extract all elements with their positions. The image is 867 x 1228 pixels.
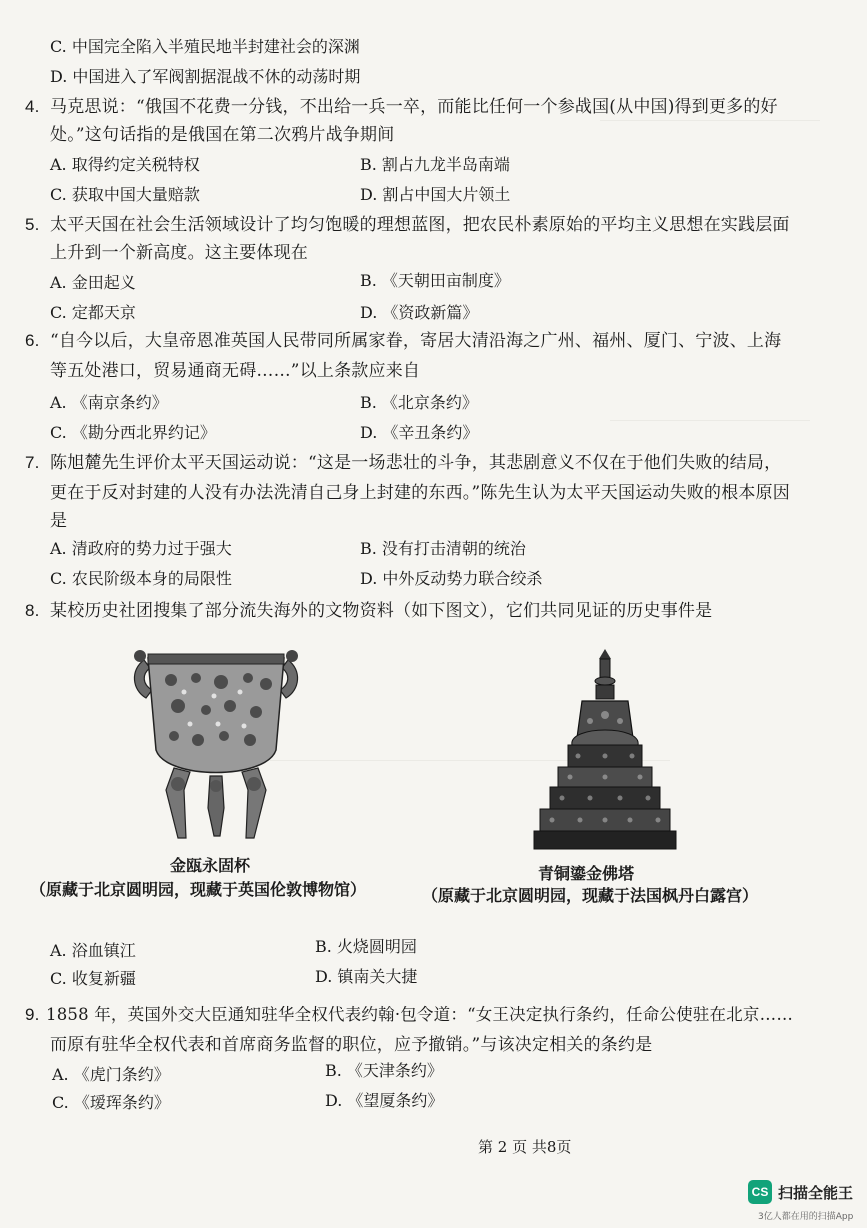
q7-stem-line3: 是	[50, 511, 68, 531]
q6-number: 6.	[25, 331, 40, 350]
q8-option-d: D. 镇南关大捷	[315, 967, 418, 986]
q5-option-d: D. 《资政新篇》	[360, 303, 479, 322]
bleed-through-mark	[610, 420, 810, 421]
q5-number: 5.	[25, 215, 40, 234]
q6-option-d: D. 《辛丑条约》	[360, 423, 479, 442]
golden-cup-image	[126, 640, 306, 850]
q7-option-d: D. 中外反动势力联合绞杀	[360, 569, 543, 588]
q5-option-b: B. 《天朝田亩制度》	[360, 271, 510, 290]
q6-option-b: B. 《北京条约》	[360, 393, 478, 412]
q9-stem-line2: 而原有驻华全权代表和首席商务监督的职位，应予撤销。”与该决定相关的条约是	[50, 1035, 653, 1055]
q6-option-a: A. 《南京条约》	[50, 393, 168, 412]
bronze-pagoda-image	[530, 645, 680, 855]
q7-option-c: C. 农民阶级本身的局限性	[50, 569, 232, 588]
q7-option-a: A. 清政府的势力过于强大	[50, 539, 232, 558]
q4-option-b: B. 割占九龙半岛南端	[360, 155, 510, 174]
q3-option-d: D. 中国进入了军阀割据混战不休的动荡时期	[50, 67, 361, 86]
fig2-title: 青铜鎏金佛塔	[538, 864, 635, 883]
fig1-note: （原藏于北京圆明园，现藏于英国伦敦博物馆）	[30, 880, 367, 899]
badge-title: 扫描全能王	[778, 1183, 854, 1202]
q5-option-c: C. 定都天京	[50, 303, 136, 322]
badge-subtitle: 3亿人都在用的扫描App	[758, 1212, 854, 1222]
bleed-through-mark	[600, 120, 820, 121]
q4-option-c: C. 获取中国大量赔款	[50, 185, 200, 204]
q9-option-c: C. 《瑷珲条约》	[52, 1093, 170, 1112]
q8-number: 8.	[25, 601, 40, 620]
q5-stem-line2: 上升到一个新高度。这主要体现在	[50, 243, 308, 263]
q3-option-c: C. 中国完全陷入半殖民地半封建社会的深渊	[50, 37, 360, 56]
camscanner-logo-icon: CS	[748, 1180, 772, 1204]
q5-stem-line1: 太平天国在社会生活领域设计了均匀饱暖的理想蓝图，把农民朴素原始的平均主义思想在实践层面	[50, 215, 790, 235]
q5-option-a: A. 金田起义	[50, 273, 136, 292]
q8-stem-line1: 某校历史社团搜集了部分流失海外的文物资料（如下图文），它们共同见证的历史事件是	[50, 601, 713, 621]
q4-stem-line2: 处。”这句话指的是俄国在第二次鸦片战争期间	[50, 125, 395, 145]
q4-option-a: A. 取得约定关税特权	[50, 155, 200, 174]
q7-stem-line2: 更在于反对封建的人没有办法洗清自己身上封建的东西。”陈先生认为太平天国运动失败的根本原因	[50, 483, 790, 503]
q8-option-a: A. 浴血镇江	[50, 941, 136, 960]
q8-option-b: B. 火烧圆明园	[315, 937, 417, 956]
q7-stem-line1: 陈旭麓先生评价太平天国运动说：“这是一场悲壮的斗争，其悲剧意义不仅在于他们失败的结局，	[50, 453, 782, 473]
q9-option-a: A. 《虎门条约》	[52, 1065, 170, 1084]
page-number: 第 2 页 共8页	[478, 1138, 572, 1156]
q6-stem-line2: 等五处港口，贸易通商无碍……”以上条款应来自	[50, 361, 421, 381]
q9-option-d: D. 《望厦条约》	[325, 1091, 444, 1110]
q7-option-b: B. 没有打击清朝的统治	[360, 539, 526, 558]
q9-number: 9.	[25, 1005, 40, 1024]
q4-number: 4.	[25, 97, 40, 116]
q6-stem-line1: “自今以后，大皇帝恩准英国人民带同所属家眷，寄居大清沿海之广州、福州、厦门、宁波、上海	[50, 331, 782, 351]
q6-option-c: C. 《勘分西北界约记》	[50, 423, 216, 442]
q9-option-b: B. 《天津条约》	[325, 1061, 443, 1080]
q8-option-c: C. 收复新疆	[50, 969, 136, 988]
q4-option-d: D. 割占中国大片领土	[360, 185, 511, 204]
q7-number: 7.	[25, 453, 40, 472]
fig2-note: （原藏于北京圆明园，现藏于法国枫丹白露宫）	[422, 886, 759, 905]
fig1-title: 金瓯永固杯	[170, 856, 251, 875]
scanner-badge	[748, 1180, 853, 1204]
q9-stem-line1: 1858 年，英国外交大臣通知驻华全权代表约翰·包令道：“女王决定执行条约，任命公使驻在北京……	[46, 1005, 794, 1024]
q4-stem-line1: 马克思说：“俄国不花费一分钱，不出给一兵一卒，而能比任何一个参战国(从中国)得到更多的好	[50, 97, 778, 117]
